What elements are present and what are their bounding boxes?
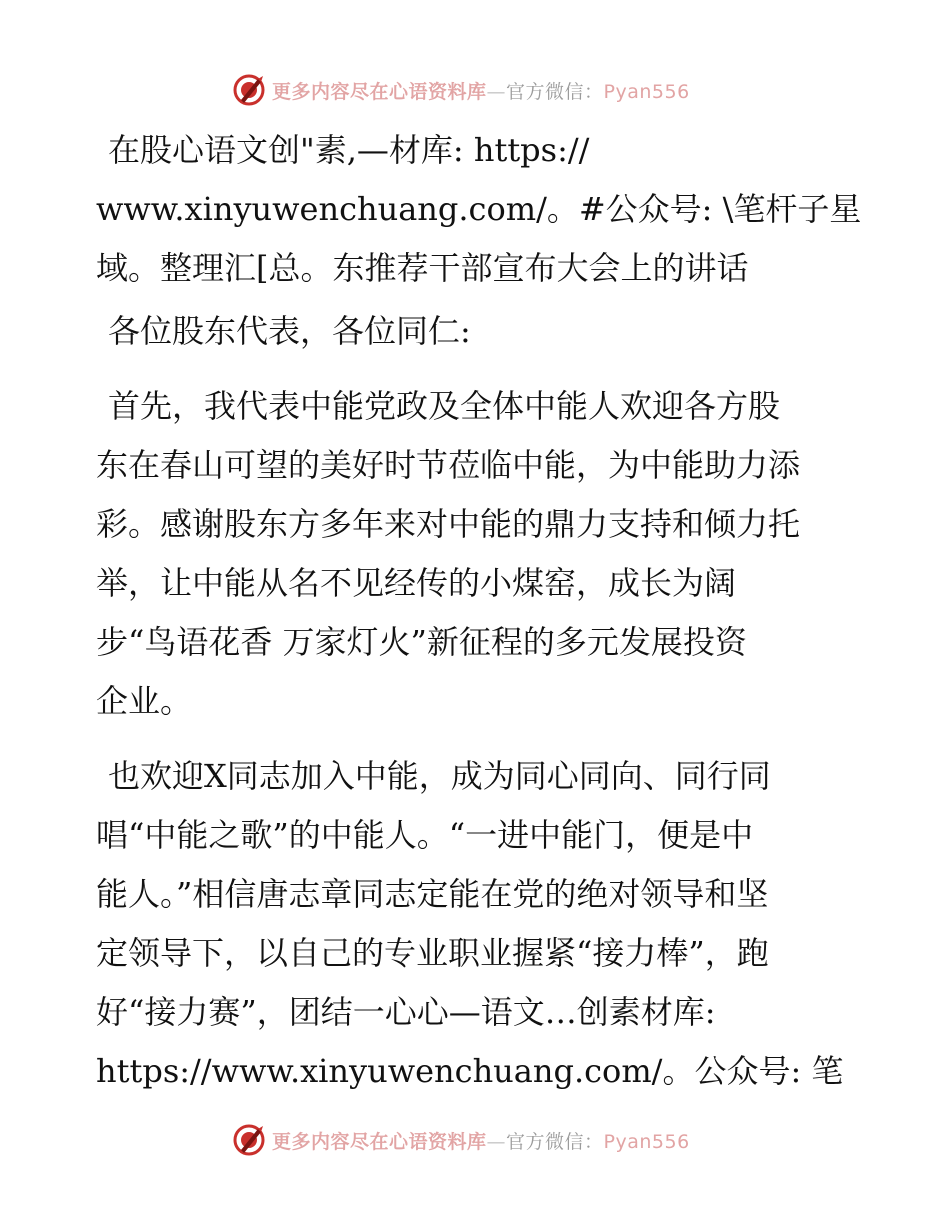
watermark-official-label: 官方微信： (506, 80, 604, 103)
text-line: 定领导下，以自己的专业职业握紧“接力棒”，跑 (96, 934, 769, 972)
text-line: 步“鸟语花香 万家灯火”新征程的多元发展投资 (96, 623, 747, 661)
paragraph-salutation (96, 302, 866, 361)
text-line: 域。整理汇[总。东推荐干部宣布大会上的讲话 (96, 249, 749, 287)
text-line: https://www.xinyuwenchuang.com/。公众号: 笔 (96, 1052, 844, 1090)
watermark-dash: — (486, 80, 507, 103)
text-line: 东在春山可望的美好时节莅临中能，为中能助力添 (96, 446, 801, 484)
text-line: 能人。”相信唐志章同志定能在党的绝对领导和坚 (96, 875, 769, 913)
watermark-official-label: 官方微信： (506, 1130, 604, 1153)
text-line: 彩。感谢股东方多年来对中能的鼎力支持和倾力托 (96, 505, 801, 543)
document-body (96, 121, 866, 1101)
watermark-banner-top (232, 72, 690, 108)
text-line: 唱“中能之歌”的中能人。“一进中能门，便是中 (96, 816, 754, 854)
text-line: 举，让中能从名不见经传的小煤窑，成长为阔 (96, 564, 737, 602)
watermark-text (272, 1127, 690, 1154)
quill-pen-seal-icon (232, 1123, 266, 1157)
text-line: 首先，我代表中能党政及全体中能人欢迎各方股 (108, 387, 781, 425)
watermark-text (272, 77, 690, 104)
watermark-dash: — (486, 1130, 507, 1153)
text-line: 各位股东代表，各位同仁: (108, 312, 471, 350)
paragraph-intro (96, 121, 866, 298)
paragraph-new-member (96, 747, 866, 1101)
text-line: 也欢迎X同志加入中能，成为同心同向、同行同 (108, 757, 771, 795)
paragraph-welcome (96, 377, 866, 731)
text-line: 在股心语文创"素,—材库: https:// (108, 131, 590, 169)
watermark-main: 更多内容尽在心语资料库 (272, 1130, 487, 1153)
watermark-handle: Pyan556 (603, 80, 690, 103)
watermark-main: 更多内容尽在心语资料库 (272, 80, 487, 103)
quill-pen-seal-icon (232, 73, 266, 107)
watermark-banner-bottom (232, 1122, 690, 1158)
text-line: www.xinyuwenchuang.com/。#公众号: \笔杆子星 (96, 190, 862, 228)
watermark-handle: Pyan556 (603, 1130, 690, 1153)
text-line: 好“接力赛”，团结一心心—语文…创素材库: (96, 993, 716, 1031)
text-line: 企业。 (96, 682, 193, 720)
